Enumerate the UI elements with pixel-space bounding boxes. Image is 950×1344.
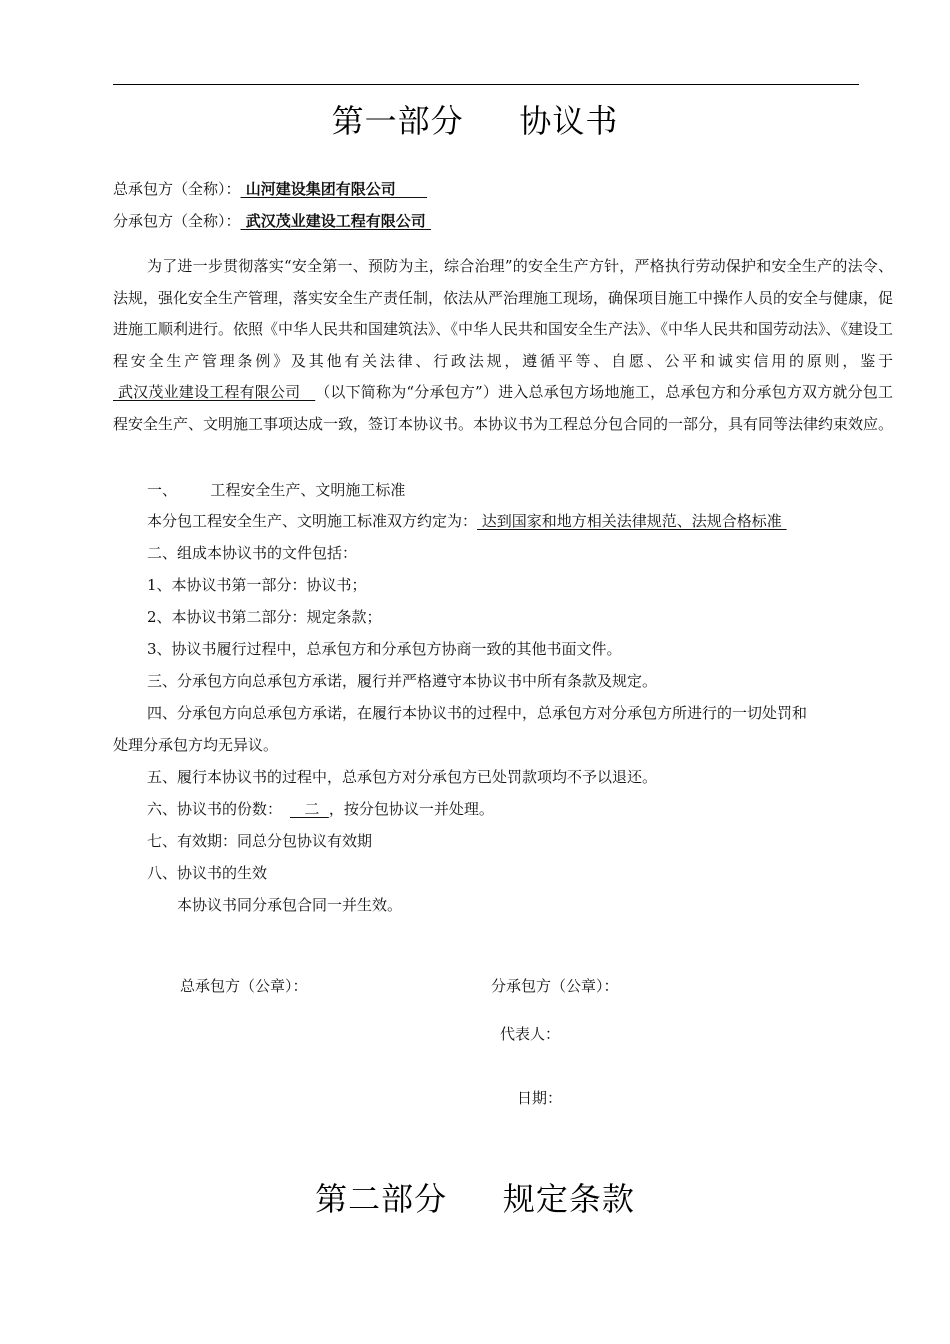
part1-title: 第一部分 协议书 <box>331 102 619 140</box>
subcontractor-line <box>113 211 431 231</box>
intro-paragraph <box>113 251 893 440</box>
section-6 <box>147 799 494 819</box>
section-2-item-2: 2、本协议书第二部分：规定条款； <box>147 608 382 626</box>
section-1-label: 本分包工程安全生产、文明施工标准双方约定为： <box>147 512 478 530</box>
date-label: 日期： <box>517 1089 563 1107</box>
general-contractor-seal: 总承包方（公章）： <box>180 977 308 995</box>
intro-text-after: （以下简称为“分承包方”）进入总承包方场地施工，总承包方和分承包方双方就分包工程安全生产、文明施工事项达成一致，签订本协议书。本协议书为工程总分包合同的一部分，具有同等法律约束效应。 <box>113 383 894 433</box>
general-contractor-line <box>113 179 427 199</box>
part2-title: 第二部分 规定条款 <box>315 1180 635 1218</box>
section-1-standard: 达到国家和地方相关法律规范、法规合格标准 <box>477 512 787 530</box>
header-rule <box>113 84 859 85</box>
section-2-heading: 二、组成本协议书的文件包括： <box>147 544 358 562</box>
general-contractor-label: 总承包方（全称）： <box>113 180 241 198</box>
intro-text-before: 为了进一步贯彻落实“安全第一、预防为主，综合治理”的安全生产方针，严格执行劳动保护和安全生产的法令、法规，强化安全生产管理，落实安全生产责任制，依法从严治理施工现场，确保项目施工中操作人员的安全与健康，促进施工顺利进行。依照《中华人民共和国建筑法》、《中华人民共和国安全生产法》、《中华人民共和国劳动法》、《建设工程安全生产管理条例》及其他有关法律、行政法规，遵循平等、自愿、公平和诚实信用的原则，鉴于 <box>113 257 894 370</box>
intro-subcontractor-name: 武汉茂业建设工程有限公司 <box>113 383 316 401</box>
section-6-label: 六、协议书的份数： <box>147 800 283 818</box>
section-2-item-1: 1、本协议书第一部分：协议书； <box>147 576 367 594</box>
section-4-line-1: 四、分承包方向总承包方承诺，在履行本协议书的过程中，总承包方对分承包方所进行的一切处罚和 <box>147 704 808 722</box>
section-7: 七、有效期：同总分包协议有效期 <box>147 832 373 850</box>
section-8-heading: 八、协议书的生效 <box>147 864 268 882</box>
representative-label: 代表人： <box>500 1025 561 1043</box>
subcontractor-name: 武汉茂业建设工程有限公司 <box>240 212 431 230</box>
section-6-copies: 二 <box>290 800 329 818</box>
subcontractor-label: 分承包方（全称）： <box>113 212 241 230</box>
section-6-tail: ，按分包协议一并处理。 <box>328 800 494 818</box>
section-8-text: 本协议书同分承包合同一并生效。 <box>177 896 403 914</box>
section-2-item-3: 3、协议书履行过程中，总承包方和分承包方协商一致的其他书面文件。 <box>147 640 622 658</box>
section-1-text <box>147 511 787 531</box>
section-3: 三、分承包方向总承包方承诺，履行并严格遵守本协议书中所有条款及规定。 <box>147 672 658 690</box>
section-4-line-2: 处理分承包方均无异议。 <box>113 736 279 754</box>
general-contractor-name: 山河建设集团有限公司 <box>240 180 428 198</box>
subcontractor-seal: 分承包方（公章）： <box>491 977 619 995</box>
section-1-heading: 一、 工程安全生产、文明施工标准 <box>147 481 406 499</box>
section-5: 五、履行本协议书的过程中，总承包方对分承包方已处罚款项均不予以退还。 <box>147 768 658 786</box>
